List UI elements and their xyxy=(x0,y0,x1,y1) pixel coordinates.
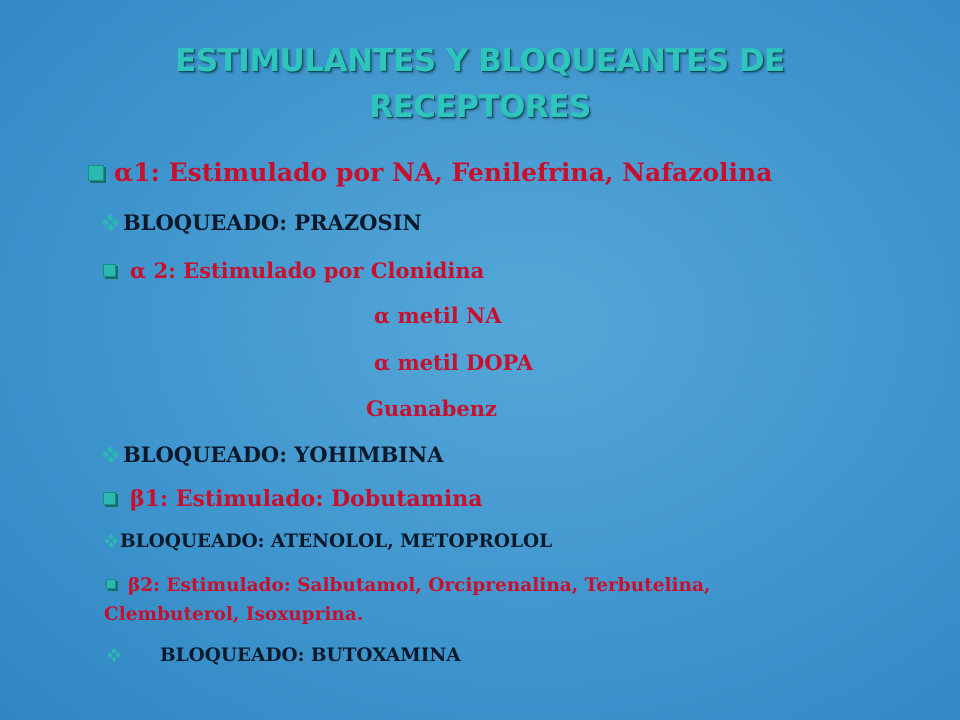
square-bullet-icon xyxy=(88,165,104,181)
beta2-continuation-line xyxy=(104,604,363,625)
alpha-metil-dopa-line xyxy=(374,350,533,375)
alpha2-line xyxy=(103,258,484,283)
alpha2-text: α 2: Estimulado por Clonidina xyxy=(130,258,485,283)
beta2-continuation-text: Clembuterol, Isoxuprina. xyxy=(104,604,364,625)
beta2-blocker-text: BLOQUEADO: BUTOXAMINA xyxy=(160,645,461,666)
slide-title-line-2: RECEPTORES xyxy=(369,89,591,125)
guanabenz-line xyxy=(366,396,497,421)
square-bullet-icon xyxy=(103,264,116,277)
square-bullet-icon xyxy=(106,579,116,589)
beta1-text: β1: Estimulado: Dobutamina xyxy=(130,486,483,512)
diamond-bullet-icon xyxy=(105,535,117,547)
beta1-line xyxy=(103,486,483,512)
beta1-blocker-text: BLOQUEADO: ATENOLOL, METOPROLOL xyxy=(120,531,553,552)
alpha-metil-dopa-text: α metil DOPA xyxy=(374,350,534,375)
alpha-metil-na-line xyxy=(374,303,502,328)
alpha1-blocker-line xyxy=(103,210,422,235)
diamond-bullet-icon xyxy=(103,447,119,463)
beta1-blocker-line xyxy=(105,531,552,552)
beta2-line xyxy=(106,575,710,596)
alpha2-blocker-text: BLOQUEADO: YOHIMBINA xyxy=(123,442,444,467)
beta2-text: β2: Estimulado: Salbutamol, Orciprenalina, Terbutelina, xyxy=(128,575,711,596)
slide-title xyxy=(120,38,840,130)
guanabenz-text: Guanabenz xyxy=(366,396,497,421)
alpha2-blocker-line xyxy=(103,442,444,467)
diamond-bullet-icon xyxy=(108,649,120,661)
diamond-bullet-icon xyxy=(103,215,119,231)
alpha1-text: α1: Estimulado por NA, Fenilefrina, Nafazolina xyxy=(114,158,773,187)
alpha-metil-na-text: α metil NA xyxy=(374,303,502,328)
beta2-blocker-line xyxy=(108,645,461,666)
slide-title-line-1: ESTIMULANTES Y BLOQUEANTES DE xyxy=(175,43,785,79)
square-bullet-icon xyxy=(103,492,116,505)
alpha1-blocker-text: BLOQUEADO: PRAZOSIN xyxy=(123,210,422,235)
alpha1-line xyxy=(88,158,772,187)
